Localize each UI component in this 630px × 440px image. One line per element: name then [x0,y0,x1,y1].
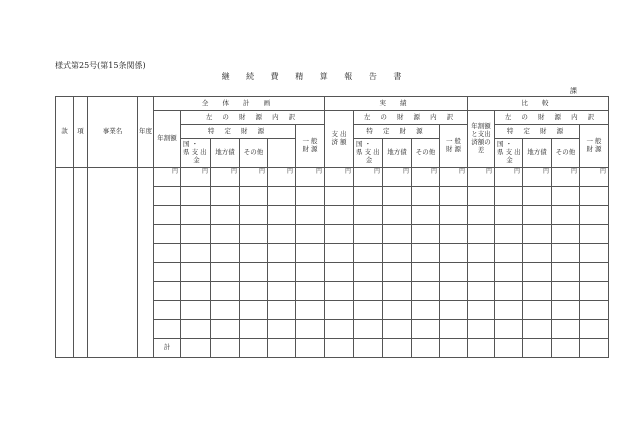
total-cell[interactable] [412,339,440,358]
shishutsu-line-2: 済 額 [331,138,347,146]
table-cell[interactable] [296,263,325,282]
header-nendo-label: 年度 [139,127,152,136]
sagaku-line-1: 年割額 [471,122,491,131]
header-hikaku-zaigen-uchiwake: 左 の 財 源 内 訳 [495,111,609,125]
unit-yen: 円 [211,168,240,187]
table-cell[interactable] [552,301,580,320]
header-kan: 款 [56,97,74,168]
table-cell[interactable] [580,187,609,206]
total-cell[interactable] [495,339,523,358]
table-cell[interactable] [523,225,552,244]
table-cell[interactable] [296,187,325,206]
table-cell[interactable] [354,225,383,244]
hikaku-kuni-line-3: 金 [506,155,513,164]
table-cell[interactable] [211,263,240,282]
table-cell[interactable] [412,225,440,244]
hikaku-ippan-line-2: 財 源 [586,145,602,153]
total-cell[interactable] [181,339,211,358]
table-cell[interactable] [181,244,211,263]
table-cell[interactable] [383,301,412,320]
jisseki-ippan-line-1: 一 般 [445,137,462,146]
table-cell[interactable] [240,206,268,225]
total-cell[interactable] [325,339,354,358]
table-cell[interactable] [268,225,296,244]
table-cell[interactable] [211,320,240,339]
table-cell[interactable] [440,206,468,225]
table-cell[interactable] [440,225,468,244]
table-cell[interactable] [240,320,268,339]
header-nendo [138,97,154,168]
table-cell[interactable] [468,244,495,263]
zentai-ippan-line-2: 財 源 [302,145,318,153]
table-cell[interactable] [523,206,552,225]
header-jisseki-sonota: その他 [412,139,440,168]
table-cell[interactable] [440,263,468,282]
table-cell[interactable] [325,320,354,339]
unit-yen: 円 [580,168,609,187]
table-cell[interactable] [181,282,211,301]
table-row [56,168,609,187]
zentai-kuni-line-2: 県 支 出 [183,148,207,157]
table-cell[interactable] [181,320,211,339]
unit-yen: 円 [268,168,296,187]
table-cell[interactable] [268,282,296,301]
table-cell[interactable] [211,282,240,301]
table-cell[interactable] [154,320,181,339]
table-cell[interactable] [580,263,609,282]
table-cell[interactable] [495,282,523,301]
table-cell[interactable] [325,244,354,263]
table-cell[interactable] [523,187,552,206]
table-cell[interactable] [354,187,383,206]
kou-cell [74,168,88,358]
header-shishutsu-zumigaku [325,111,354,168]
unit-yen: 円 [325,168,354,187]
table-cell[interactable] [154,225,181,244]
table-cell[interactable] [181,206,211,225]
unit-yen: 円 [440,168,468,187]
table-cell[interactable] [240,187,268,206]
document-title: 継 続 費 精 算 報 告 書 [221,72,409,81]
table-cell[interactable] [354,263,383,282]
header-zentai-blank [268,139,296,168]
table-cell[interactable] [580,244,609,263]
header-group-hikaku: 比 較 [468,97,609,111]
table-cell[interactable] [440,187,468,206]
zentai-ippan-line-1: 一 般 [302,137,318,146]
table-cell[interactable] [495,301,523,320]
table-cell[interactable] [495,225,523,244]
jisseki-kuni-line-1: 国 ・ [356,140,372,149]
table-cell[interactable] [325,225,354,244]
total-cell[interactable] [580,339,609,358]
sagaku-line-4: 差 [477,145,485,154]
table-cell[interactable] [325,282,354,301]
table-cell[interactable] [325,187,354,206]
unit-yen: 円 [523,168,552,187]
header-zentai-zaigen-uchiwake: 左 の 財 源 内 訳 [181,111,325,125]
table-cell[interactable] [354,206,383,225]
header-zentai-kuni-ken [181,139,211,168]
table-cell[interactable] [154,187,181,206]
table-cell[interactable] [495,187,523,206]
unit-yen: 円 [495,168,523,187]
table-cell[interactable] [412,320,440,339]
table-cell[interactable] [495,320,523,339]
table-cell[interactable] [268,320,296,339]
jigyou-cell [88,168,138,358]
hikaku-kuni-line-1: 国 ・ [497,140,513,149]
table-cell[interactable] [354,301,383,320]
header-jigyou: 事業名 [88,97,138,168]
table-cell[interactable] [268,187,296,206]
header-jisseki-chihousai: 地方債 [383,139,412,168]
table-cell[interactable] [383,187,412,206]
table-cell[interactable] [523,320,552,339]
table-cell[interactable] [552,320,580,339]
table-cell[interactable] [268,244,296,263]
table-cell[interactable] [552,206,580,225]
header-jisseki-tokutei: 特 定 財 源 [354,125,440,139]
unit-yen: 円 [552,168,580,187]
unit-yen: 円 [240,168,268,187]
header-group-jisseki: 実 績 [325,97,468,111]
table-cell[interactable] [296,225,325,244]
table-cell[interactable] [495,263,523,282]
table-cell[interactable] [495,244,523,263]
table-cell[interactable] [580,320,609,339]
table-cell[interactable] [552,244,580,263]
table-cell[interactable] [154,244,181,263]
total-cell[interactable] [468,339,495,358]
table-cell[interactable] [580,282,609,301]
table-cell[interactable] [354,320,383,339]
header-hikaku-sonota: その他 [552,139,580,168]
table-cell[interactable] [468,187,495,206]
header-nenwariaku: 年割額 [154,111,181,168]
table-cell[interactable] [296,244,325,263]
hikaku-ippan-line-1: 一 般 [586,137,602,146]
table-cell[interactable] [440,301,468,320]
table-cell[interactable] [268,263,296,282]
header-zentai-sonota: その他 [240,139,268,168]
zentai-kuni-line-1: 国 ・ [183,140,199,149]
table-cell[interactable] [211,187,240,206]
table-cell[interactable] [211,225,240,244]
table-cell[interactable] [412,187,440,206]
table-cell[interactable] [181,225,211,244]
unit-yen: 円 [181,168,211,187]
shishutsu-line-1: 支 出 [331,130,347,139]
form-number-label: 様式第25号(第15条関係) [55,61,146,70]
table-cell[interactable] [580,206,609,225]
total-cell[interactable] [383,339,412,358]
header-hikaku-kuni-ken [495,139,523,168]
total-cell[interactable] [440,339,468,358]
table-cell[interactable] [580,301,609,320]
table-cell[interactable] [211,206,240,225]
total-cell[interactable] [552,339,580,358]
table-cell[interactable] [325,301,354,320]
table-cell[interactable] [383,225,412,244]
table-cell[interactable] [468,263,495,282]
total-cell[interactable] [268,339,296,358]
table-cell[interactable] [440,320,468,339]
table-cell[interactable] [154,282,181,301]
table-cell[interactable] [296,282,325,301]
table-cell[interactable] [296,206,325,225]
unit-yen: 円 [468,168,495,187]
department-label: 課 [570,87,577,95]
unit-yen: 円 [296,168,325,187]
header-zentai-tokutei: 特 定 財 源 [181,125,296,139]
kan-cell [56,168,74,358]
sagaku-line-2: と支出 [471,130,491,139]
table-cell[interactable] [181,263,211,282]
table-cell[interactable] [211,244,240,263]
header-jisseki-ippan [440,125,468,168]
table-cell[interactable] [268,301,296,320]
table-cell[interactable] [240,244,268,263]
table-cell[interactable] [580,225,609,244]
table-cell[interactable] [552,282,580,301]
table-cell[interactable] [354,244,383,263]
unit-yen: 円 [154,168,181,187]
total-cell[interactable] [523,339,552,358]
total-cell[interactable] [354,339,383,358]
table-cell[interactable] [296,320,325,339]
table-cell[interactable] [523,282,552,301]
table-cell[interactable] [383,282,412,301]
header-jisseki-kuni-ken [354,139,383,168]
table-cell[interactable] [240,282,268,301]
table-cell[interactable] [154,263,181,282]
total-label: 計 [154,339,181,358]
jisseki-kuni-line-3: 金 [365,155,373,164]
table-cell[interactable] [240,263,268,282]
hikaku-kuni-line-2: 県 支 出 [497,148,521,157]
table-cell[interactable] [181,301,211,320]
table-cell[interactable] [412,263,440,282]
jisseki-ippan-line-2: 財 源 [445,145,462,153]
table-cell[interactable] [552,187,580,206]
table-cell[interactable] [383,244,412,263]
jisseki-kuni-line-2: 県 支 出 [356,148,380,157]
table-cell[interactable] [325,263,354,282]
table-cell[interactable] [412,244,440,263]
table-cell[interactable] [523,244,552,263]
header-hikaku-ippan [580,125,609,168]
settlement-report-table [55,96,609,358]
nendo-cell [138,168,154,358]
table-cell[interactable] [468,301,495,320]
table-cell[interactable] [552,225,580,244]
table-cell[interactable] [240,225,268,244]
zentai-kuni-line-3: 金 [193,155,200,164]
table-cell[interactable] [211,301,240,320]
table-cell[interactable] [468,206,495,225]
unit-yen: 円 [354,168,383,187]
table-cell[interactable] [468,320,495,339]
sagaku-line-3: 済額の [471,138,491,146]
table-cell[interactable] [240,301,268,320]
table-cell[interactable] [440,282,468,301]
table-cell[interactable] [383,206,412,225]
table-cell[interactable] [383,320,412,339]
header-group-zentai: 全 体 計 画 [154,97,325,111]
data-rows [56,168,609,358]
table-cell[interactable] [412,282,440,301]
table-cell[interactable] [181,187,211,206]
table-cell[interactable] [495,206,523,225]
table-cell[interactable] [412,301,440,320]
table-cell[interactable] [325,206,354,225]
header-zentai-chihousai: 地方債 [211,139,240,168]
table-cell[interactable] [383,263,412,282]
table-cell[interactable] [296,301,325,320]
header-sagaku [468,111,495,168]
header-hikaku-chihousai: 地方債 [523,139,552,168]
table-cell[interactable] [468,282,495,301]
unit-yen: 円 [383,168,412,187]
table-cell[interactable] [354,282,383,301]
table-cell[interactable] [552,263,580,282]
header-kou: 項 [74,97,88,168]
total-cell[interactable] [296,339,325,358]
table-cell[interactable] [154,206,181,225]
header-row-1 [56,97,609,111]
table-cell[interactable] [468,225,495,244]
table-cell[interactable] [412,206,440,225]
table-cell[interactable] [440,244,468,263]
table-cell[interactable] [523,263,552,282]
total-cell[interactable] [240,339,268,358]
total-cell[interactable] [211,339,240,358]
table-cell[interactable] [154,301,181,320]
table-cell[interactable] [268,206,296,225]
header-hikaku-tokutei: 特 定 財 源 [495,125,580,139]
header-jisseki-zaigen-uchiwake: 左 の 財 源 内 訳 [354,111,468,125]
header-zentai-ippan [296,125,325,168]
unit-yen: 円 [412,168,440,187]
table-cell[interactable] [523,301,552,320]
